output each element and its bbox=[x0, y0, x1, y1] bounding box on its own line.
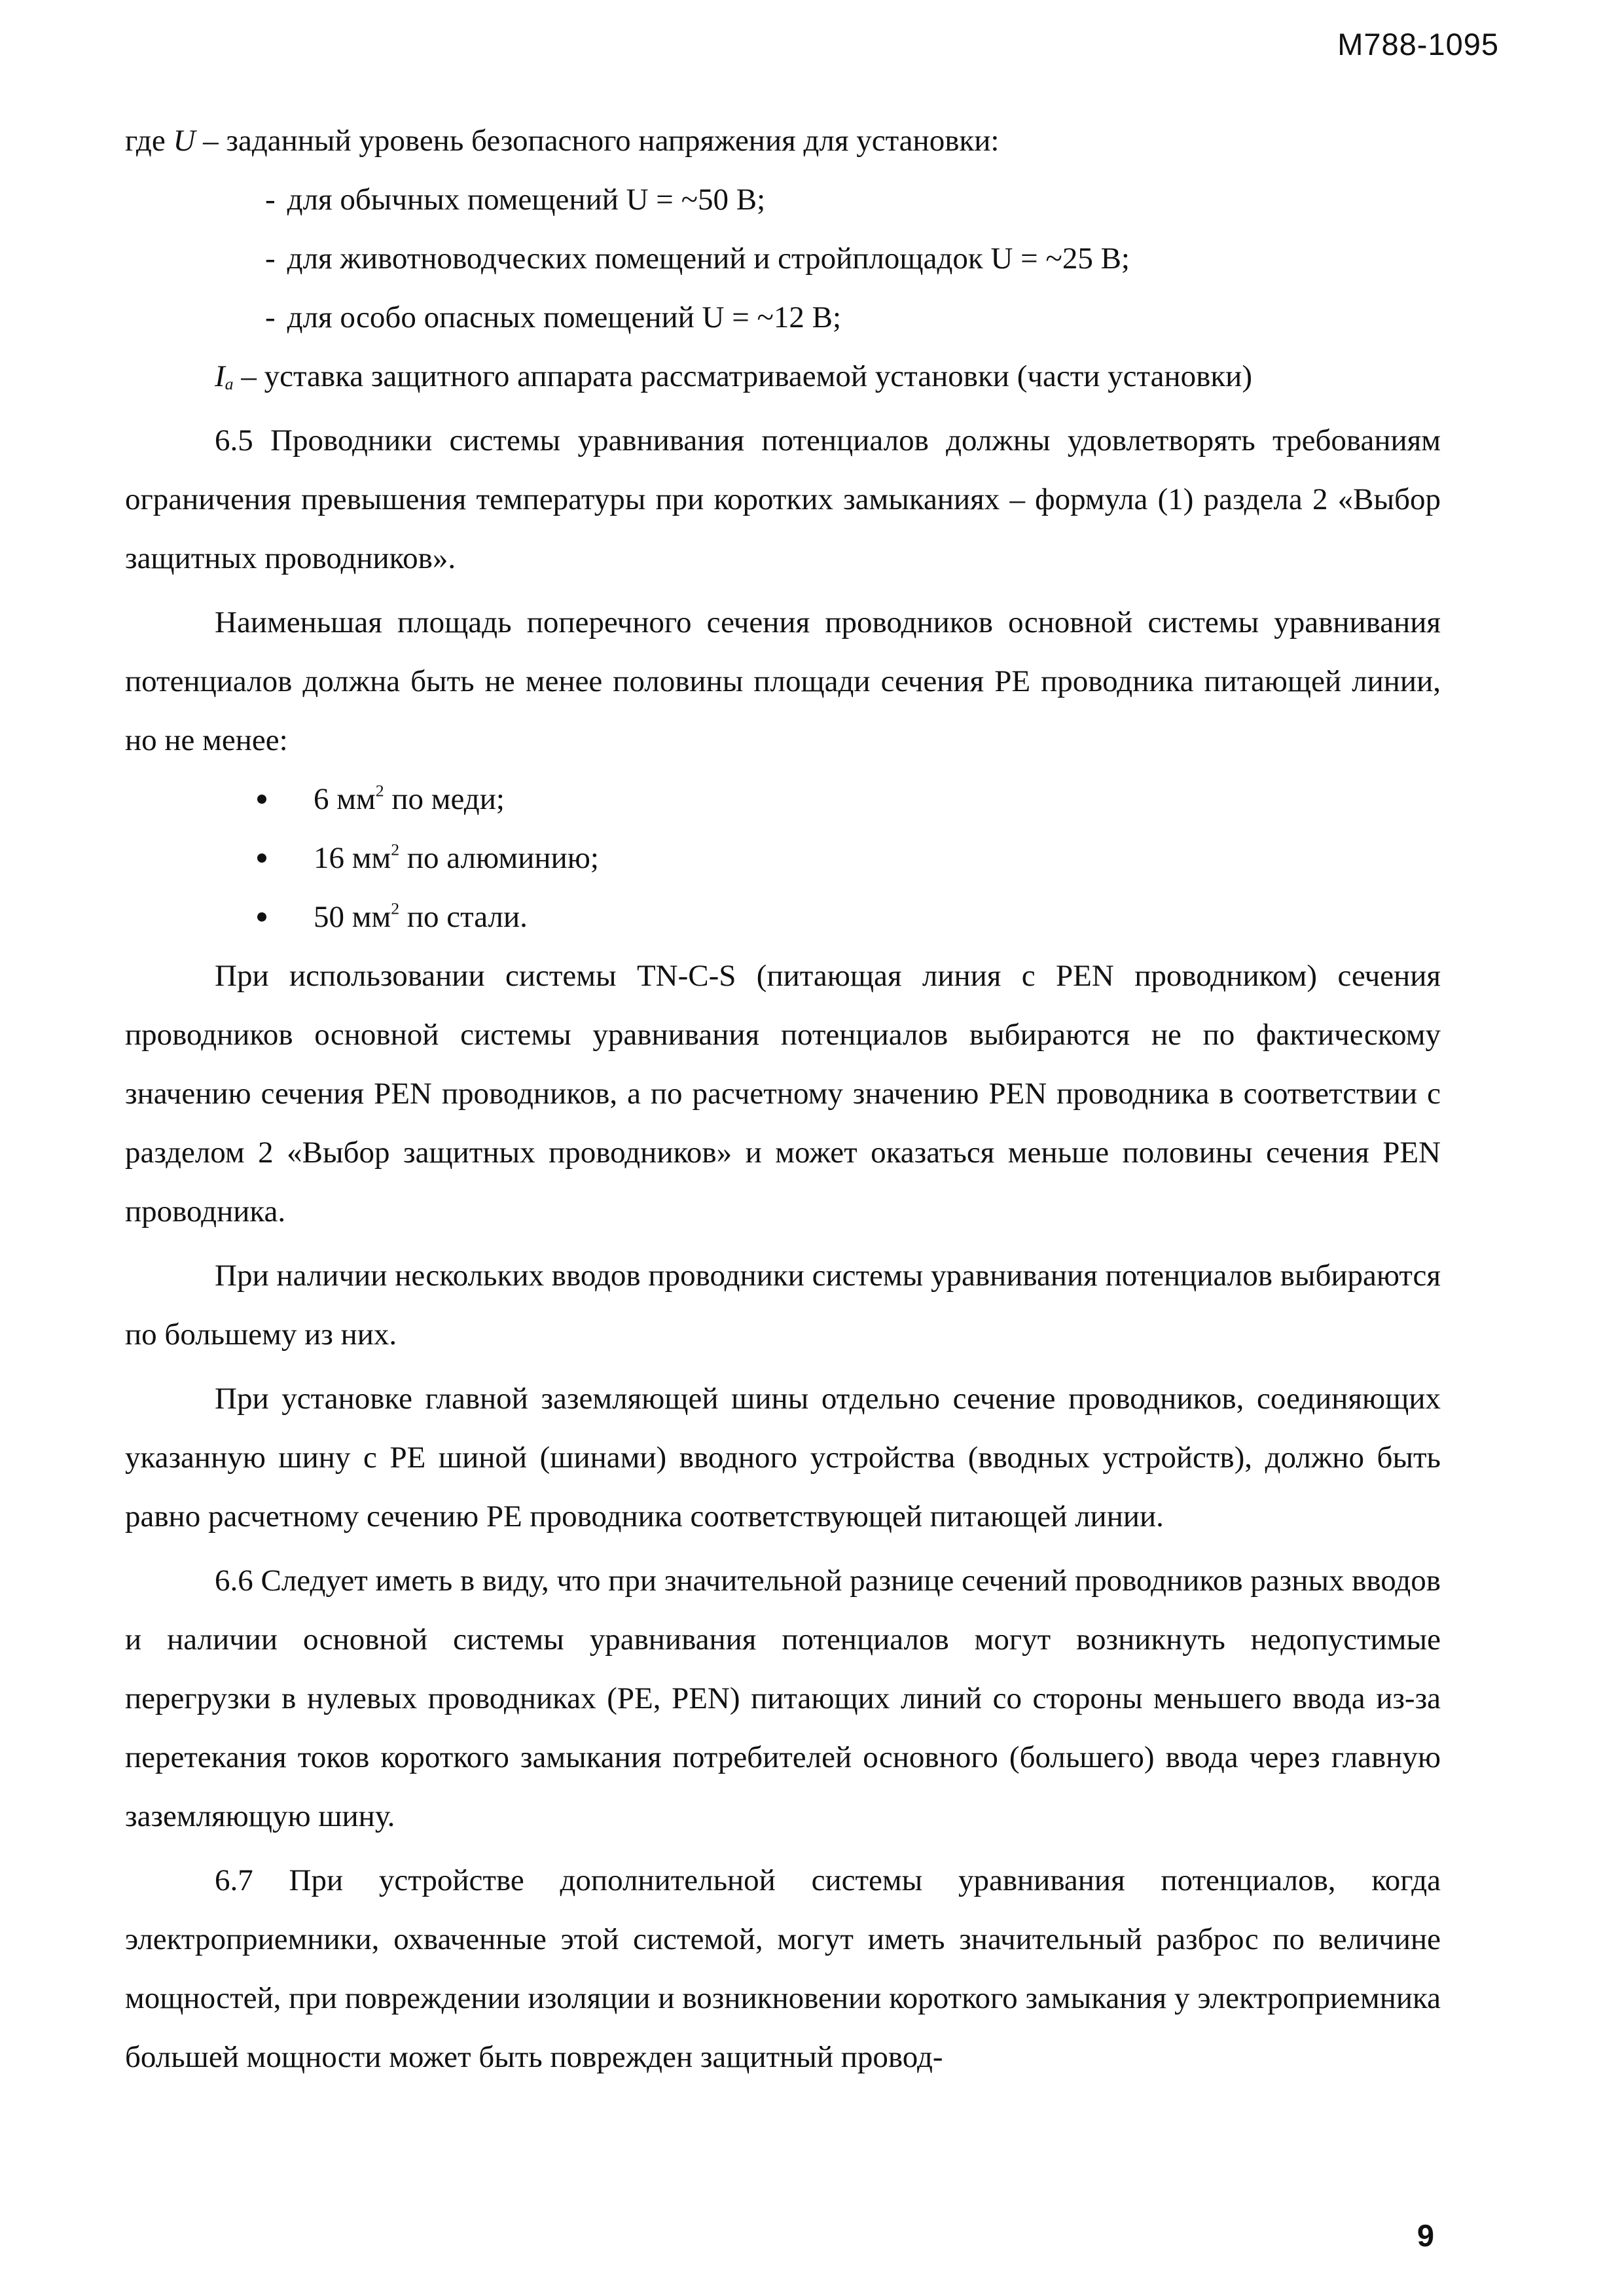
paragraph-multiple-inputs: При наличии нескольких вводов проводники системы уравнивания потенциалов выбираются по большему из них. bbox=[125, 1259, 1441, 1352]
dash-marker: - bbox=[265, 183, 276, 217]
ia-subscript: a bbox=[225, 374, 234, 394]
paragraph-6-7: 6.7 При устройстве дополнительной системы уравнивания потенциалов, когда электроприемники, охваченные этой системой, могут иметь значительный разброс по величине мощностей, при повреждении изоляции и возникновении короткого замыкания у электроприемника большей мощности может быть поврежден защитный провод- bbox=[125, 1863, 1441, 2074]
u-variable: U bbox=[173, 124, 196, 158]
document-code: М788-1095 bbox=[1337, 27, 1499, 62]
dash-marker: - bbox=[265, 242, 276, 276]
u-list-item: - для животноводческих помещений и стройплощадок U = ~25 В; bbox=[265, 242, 1130, 276]
dash-marker: - bbox=[265, 300, 276, 334]
paragraph-6-5: 6.5 Проводники системы уравнивания потенциалов должны удовлетворять требованиям ограничения превышения температуры при коротких замыканиях – формула (1) раздела 2 «Выбор защитных проводников». bbox=[125, 423, 1441, 575]
u-definition: где U – заданный уровень безопасного напряжения для установки: bbox=[125, 124, 1000, 158]
paragraph-6-6: 6.6 Следует иметь в виду, что при значительной разнице сечений проводников разных вводов и наличии основной системы уравнивания потенциалов могут возникнуть недопустимые перегрузки в нулевых проводниках (PE, PEN) питающих линий со стороны меньшего ввода из-за перетекания токов короткого замыкания потребителей основного (большего) ввода через главную заземляющую шину. bbox=[125, 1564, 1441, 1833]
bullet-icon bbox=[257, 853, 266, 863]
bullet-icon bbox=[257, 912, 266, 922]
u-definition-text: – заданный уровень безопасного напряжения для установки: bbox=[195, 124, 1000, 158]
ia-definition bbox=[125, 347, 1441, 406]
u-list-item: - для обычных помещений U = ~50 В; bbox=[265, 183, 766, 217]
page-number: 9 bbox=[1416, 2218, 1434, 2253]
paragraph-min-section: Наименьшая площадь поперечного сечения проводников основной системы уравнивания потенциалов должна быть не менее половины площади сечения РЕ проводника питающей линии, но не менее: bbox=[125, 605, 1441, 757]
min-section-list bbox=[125, 770, 1441, 946]
ia-variable: I bbox=[215, 359, 225, 393]
u-list-item: - для особо опасных помещений U = ~12 В; bbox=[265, 300, 842, 334]
bullet-icon bbox=[257, 795, 266, 804]
ia-definition-text: – уставка защитного аппарата рассматриваемой установки (части установки) bbox=[233, 359, 1252, 393]
list-item: 50 $мм^2$ по стали. bbox=[125, 888, 1441, 946]
document-body bbox=[125, 111, 1441, 2087]
list-item: 16 $мм^2$ по алюминию; bbox=[125, 829, 1441, 888]
paragraph-tn-c-s: При использовании системы TN-C-S (питающая линия с PEN проводником) сечения проводников основной системы уравнивания потенциалов выбираются не по фактическому значению сечения PEN проводников, а по расчетному значению PEN проводника в соответствии с разделом 2 «Выбор защитных проводников» и может оказаться меньше половины сечения PEN проводника. bbox=[125, 959, 1441, 1229]
list-item: 6 $мм^2$ по меди; bbox=[125, 770, 1441, 829]
paragraph-main-bus: При установке главной заземляющей шины отдельно сечение проводников, соединяющих указанную шину с РЕ шиной (шинами) вводного устройства (вводных устройств), должно быть равно расчетному сечению РЕ проводника соответствующей питающей линии. bbox=[125, 1382, 1441, 1534]
